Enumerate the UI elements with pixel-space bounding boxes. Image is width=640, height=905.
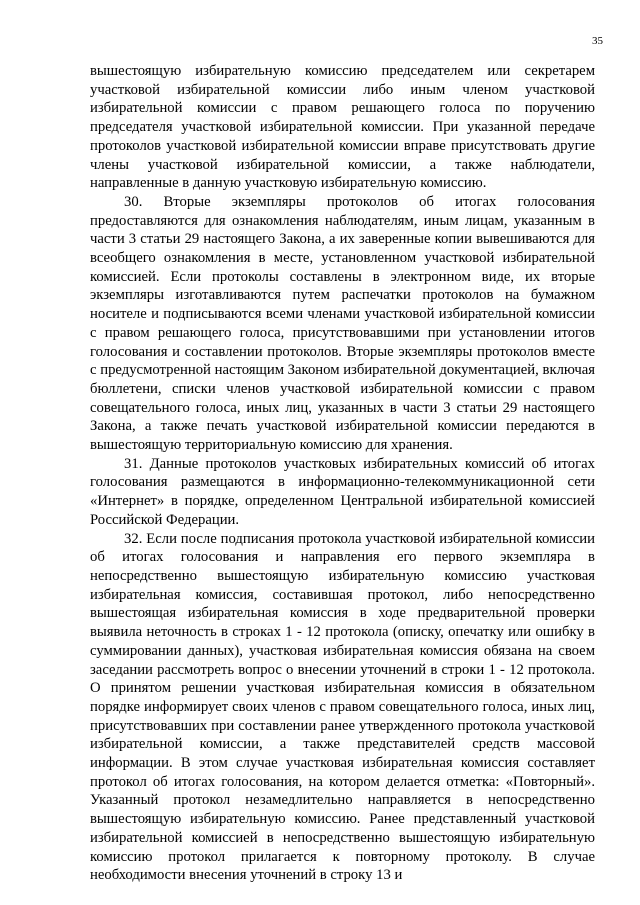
page-number: 35	[592, 35, 603, 47]
body-text	[90, 62, 595, 885]
paragraph-31: 31. Данные протоколов участковых избирательных комиссий об итогах голосования размещаются в информационно-телекоммуникационной сети «Интернет» в порядке, определенном Центральной избирательной комиссией Российской Федерации.	[90, 455, 595, 528]
paragraph-30: 30. Вторые экземпляры протоколов об итогах голосования предоставляются для ознакомления наблюдателям, иным лицам, указанным в части 3 статьи 29 настоящего Закона, а их заверенные копии вывешиваются для всеобщего ознакомления в месте, установленном участковой избирательной комиссией. Если протоколы составлены в электронном виде, их вторые экземпляры изготавливаются путем распечатки протоколов на бумажном носителе и подписываются всеми членами участковой избирательной комиссии с правом решающего голоса, присутствовавшими при установлении итогов голосования и составлении протоколов. Вторые экземпляры протоколов вместе с предусмотренной настоящим Законом избирательной документацией, включая бюллетени, списки членов участковой избирательной комиссии с правом совещательного голоса, иных лиц, указанных в части 3 статьи 29 настоящего Закона, а также печать участковой избирательной комиссии передаются в вышестоящую территориальную комиссию для хранения.	[90, 193, 595, 454]
paragraph-continuation: вышестоящую избирательную комиссию председателем или секретарем участковой избирательной комиссии либо иным членом участковой избирательной комиссии с правом решающего голоса по поручению председателя участковой избирательной комиссии. При указанной передаче протоколов участковой избирательной комиссии вправе присутствовать другие члены участковой избирательной комиссии, а также наблюдатели, направленные в данную участковую избирательную комиссию.	[90, 63, 595, 192]
paragraph-32: 32. Если после подписания протокола участковой избирательной комиссии об итогах голосования и направления его первого экземпляра в непосредственно вышестоящую избирательную комиссию участковая избирательная комиссия, составившая протокол, либо непосредственно вышестоящая избирательная комиссия в ходе предварительной проверки выявила неточность в строках 1 - 12 протокола (описку, опечатку или ошибку в суммировании данных), участковая избирательная комиссия обязана на своем заседании рассмотреть вопрос о внесении уточнений в строки 1 - 12 протокола. О принятом решении участковая избирательная комиссия в обязательном порядке информирует своих членов с правом совещательного голоса, иных лиц, присутствовавших при составлении ранее утвержденного протокола участковой избирательной комиссии, а также представителей средств массовой информации. В этом случае участковая избирательная комиссия составляет протокол об итогах голосования, на котором делается отметка: «Повторный». Указанный протокол незамедлительно направляется в непосредственно вышестоящую избирательную комиссию. Ранее представленный участковой избирательной комиссией в непосредственно вышестоящую избирательную комиссию протокол прилагается к повторному протоколу. В случае необходимости внесения уточнений в строку 13 и	[90, 530, 595, 884]
